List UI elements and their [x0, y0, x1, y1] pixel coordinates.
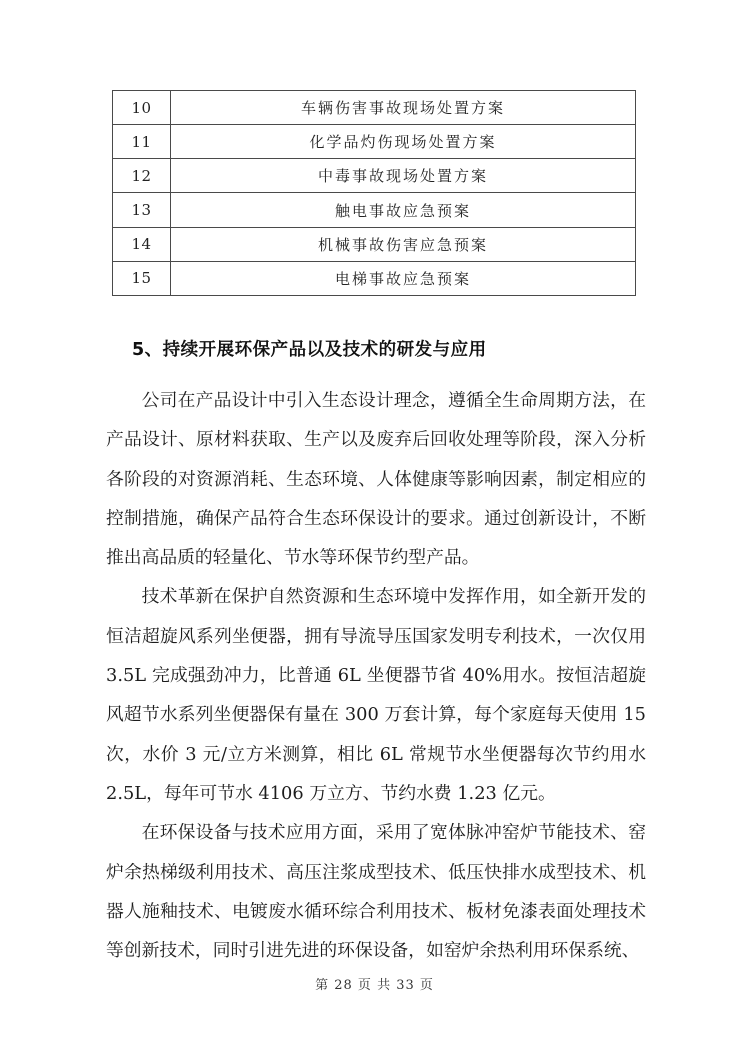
- section-body: [106, 381, 646, 970]
- table-row: [113, 193, 636, 227]
- page-number: 第 28 页 共 33 页: [315, 978, 434, 993]
- table-row: [113, 125, 636, 159]
- emergency-plan-table: [112, 90, 636, 296]
- row-number-cell: 10: [113, 91, 171, 125]
- table-row: [113, 159, 636, 193]
- row-number-cell: 13: [113, 193, 171, 227]
- table-row: [113, 91, 636, 125]
- paragraph: 在环保设备与技术应用方面，采用了宽体脉冲窑炉节能技术、窑炉余热梯级利用技术、高压注浆成型技术、低压快排水成型技术、机器人施釉技术、电镀废水循环综合利用技术、板材免漆表面处理技术等创新技术，同时引进先进的环保设备，如窑炉余热利用环保系统、: [106, 822, 646, 962]
- table-row: [113, 227, 636, 261]
- paragraph: 技术革新在保护自然资源和生态环境中发挥作用，如全新开发的恒洁超旋风系列坐便器，拥有导流导压国家发明专利技术，一次仅用 3.5L 完成强劲冲力，比普通 6L 坐便器节省 40%用水。按恒洁超旋风超节水系列坐便器保有量在 300 万套计算，每个家庭每天使用 15 次，水价 3 元/立方米测算，相比 6L 常规节水坐便器每次节约用水 2.5L，每年可节水 4106 万立方、节约水费 1.23 亿元。: [106, 586, 646, 804]
- plan-name-cell: 电梯事故应急预案: [171, 261, 636, 295]
- plan-name-cell: 化学品灼伤现场处置方案: [171, 125, 636, 159]
- row-number-cell: 15: [113, 261, 171, 295]
- section-heading: 5、持续开展环保产品以及技术的研发与应用: [132, 340, 487, 360]
- row-number-cell: 12: [113, 159, 171, 193]
- paragraph: 公司在产品设计中引入生态设计理念，遵循全生命周期方法，在产品设计、原材料获取、生产以及废弃后回收处理等阶段，深入分析各阶段的对资源消耗、生态环境、人体健康等影响因素，制定相应的控制措施，确保产品符合生态环保设计的要求。通过创新设计，不断推出高品质的轻量化、节水等环保节约型产品。: [106, 390, 646, 569]
- plan-name-cell: 触电事故应急预案: [171, 193, 636, 227]
- table-row: [113, 261, 636, 295]
- plan-name-cell: 中毒事故现场处置方案: [171, 159, 636, 193]
- plan-name-cell: 车辆伤害事故现场处置方案: [171, 91, 636, 125]
- plan-name-cell: 机械事故伤害应急预案: [171, 227, 636, 261]
- row-number-cell: 14: [113, 227, 171, 261]
- row-number-cell: 11: [113, 125, 171, 159]
